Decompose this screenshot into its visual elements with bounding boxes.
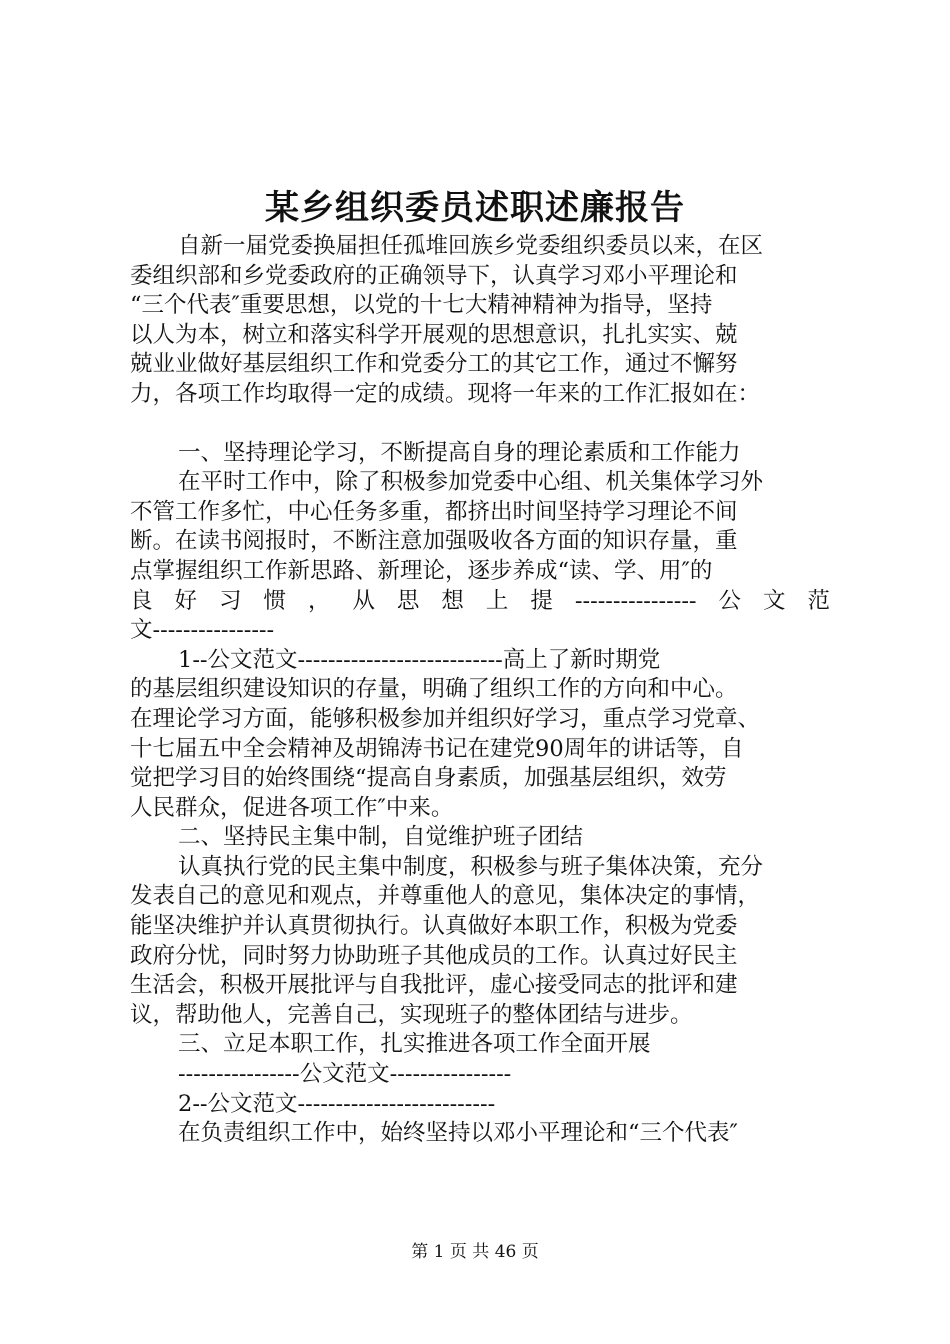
page-number: 第 1 页 共 46 页 <box>411 1242 539 1262</box>
paragraph-line: 能坚决维护并认真贯彻执行。认真做好本职工作，积极为党委 <box>130 913 738 940</box>
paragraph-line: 认真执行党的民主集中制度，积极参与班子集体决策，充分 <box>178 853 764 880</box>
paragraph-line: 在平时工作中，除了积极参加党委中心组、机关集体学习外 <box>178 469 764 496</box>
paragraph-line: 觉把学习目的始终围绕“提高自身素质，加强基层组织，效劳 <box>130 765 727 792</box>
document-title: 某乡组织委员述职述廉报告 <box>265 188 685 228</box>
section-heading: 二、坚持民主集中制，自觉维护班子团结 <box>178 824 584 851</box>
paragraph-line: 人民群众，促进各项工作″中来。 <box>130 794 454 821</box>
paragraph-line: 点掌握组织工作新思路、新理论，逐步养成“读、学、用″的 <box>130 557 713 584</box>
paragraph-line: ----------------公文范文---------------- <box>178 1061 512 1088</box>
paragraph-line: 力，各项工作均取得一定的成绩。现将一年来的工作汇报如在： <box>130 380 761 407</box>
section-heading: 三、立足本职工作，扎实推进各项工作全面开展 <box>178 1031 651 1058</box>
paragraph-line: 的基层组织建设知识的存量，明确了组织工作的方向和中心。 <box>130 676 738 703</box>
paragraph-line: 不管工作多忙，中心任务多重，都挤出时间坚持学习理论不间 <box>130 498 738 525</box>
paragraph-line: 自新一届党委换届担任孤堆回族乡党委组织委员以来，在区 <box>178 233 764 259</box>
paragraph-line: 1--公文范文---------------------------高上了新时期党 <box>178 646 661 673</box>
section-heading: 一、坚持理论学习，不断提高自身的理论素质和工作能力 <box>178 439 741 466</box>
paragraph-line: 断。在读书阅报时，不断注意加强吸收各方面的知识存量，重 <box>130 528 738 555</box>
paragraph-line: 在负责组织工作中，始终坚持以邓小平理论和“三个代表″ <box>178 1120 738 1147</box>
paragraph-line: 兢业业做好基层组织工作和党委分工的其它工作，通过不懈努 <box>130 351 738 378</box>
paragraph-line: 议，帮助他人，完善自己，实现班子的整体团结与进步。 <box>130 1001 693 1028</box>
paragraph-line: 以人为本，树立和落实科学开展观的思想意识，扎扎实实、兢 <box>130 321 738 348</box>
paragraph-line: 良好习惯，从思想上提----------------公文范 <box>130 587 830 614</box>
paragraph-line: 政府分忧，同时努力协助班子其他成员的工作。认真过好民主 <box>130 942 738 969</box>
document-body <box>130 232 830 1149</box>
paragraph-line: 发表自己的意见和观点，并尊重他人的意见，集体决定的事情， <box>130 883 761 910</box>
paragraph-line: 2--公文范文-------------------------- <box>178 1090 496 1117</box>
paragraph-line: 生活会，积极开展批评与自我批评，虚心接受同志的批评和建 <box>130 972 738 999</box>
paragraph-line: 委组织部和乡党委政府的正确领导下，认真学习邓小平理论和 <box>130 262 738 289</box>
paragraph-line: 在理论学习方面，能够积极参加并组织好学习，重点学习党章、 <box>130 705 761 732</box>
paragraph-line: 文---------------- <box>130 617 275 644</box>
paragraph-line: “三个代表″重要思想，以党的十七大精神精神为指导，坚持 <box>130 292 713 319</box>
paragraph-gap <box>130 410 830 439</box>
paragraph-line: 十七届五中全会精神及胡锦涛书记在建党90周年的讲话等，自 <box>130 735 744 762</box>
